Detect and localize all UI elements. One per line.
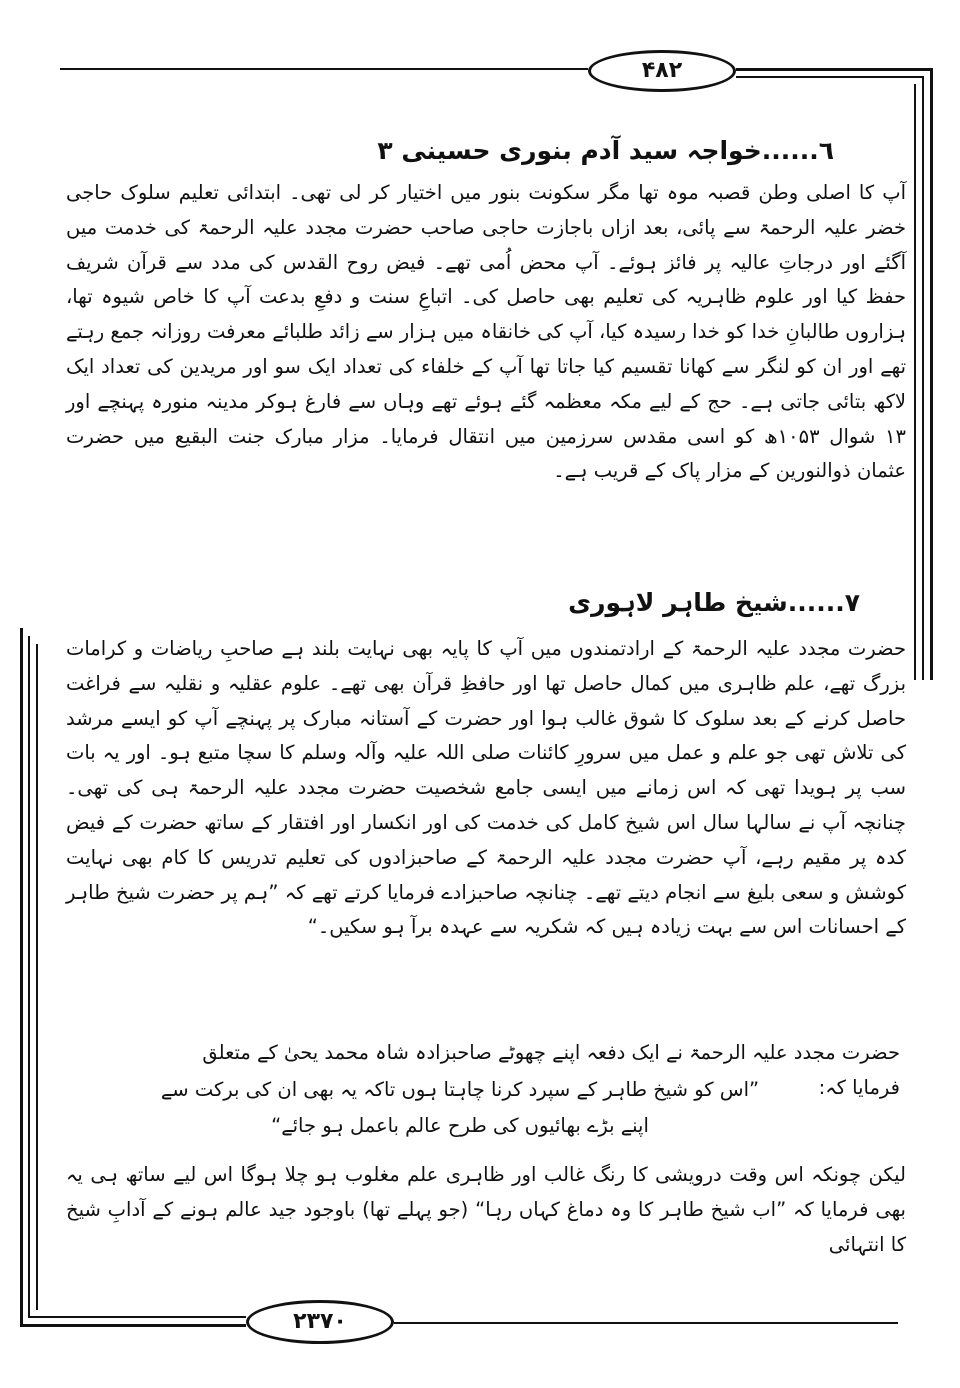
frame-line-top-outer (736, 68, 932, 71)
frame-line-right-outer (930, 68, 933, 680)
frame-line-left-inner (28, 636, 30, 1318)
frame-line-bottom-inner (28, 1316, 246, 1318)
section-7-heading: ۷......شیخ طاہر لاہوری (568, 588, 860, 617)
section-6-paragraph: آپ کا اصلی وطن قصبہ موہ تھا مگر سکونت بنور میں اختیار کر لی تھی۔ ابتدائی تعلیم سلوک حاجی خضر علیہ الرحمۃ سے پائی، بعد ازاں باجازت حاجی صاحب حضرت مجدد علیہ الرحمۃ کی خدمت میں آگئے اور درجاتِ عالیہ پر فائز ہوئے۔ آپ محض اُمی تھے۔ فیض روح القدس کی مدد سے قرآن شریف حفظ کیا اور علوم ظاہریہ کی تعلیم بھی حاصل کی۔ اتباعِ سنت و دفعِ بدعت آپ کا خاص شیوہ تھا، ہزاروں طالبانِ خدا کو خدا رسیدہ کیا، آپ کی خانقاہ میں ہزار سے زائد طلبائے معرفت روزانہ جمع رہتے تھے اور ان کو لنگر سے کھانا تقسیم کیا جاتا تھا آپ کے خلفاء کی تعداد ایک سو اور مریدین کی تعداد ایک لاکھ بتائی جاتی ہے۔ حج کے لیے مکہ معظمہ گئے ہوئے تھے وہاں سے فارغ ہوکر مدینہ منورہ پہنچے اور ۱۳ شوال ۱۰۵۳ھ کو اسی مقدس سرزمین میں انتقال فرمایا۔ مزار مبارک جنت البقیع میں حضرت عثمان ذوالنورین کے مزار پاک کے قریب ہے۔ (66, 181, 906, 483)
frame-line-right-3 (914, 84, 916, 680)
section-7-closing: لیکن چونکہ اس وقت درویشی کا رنگ غالب اور ظاہری علم مغلوب ہو چلا ہوگا اس لیے ساتھ ہی یہ بھی فرمایا کہ ”اب شیخ طاہر کا وہ دماغ کہاں رہا“ (جو پہلے تھا) باوجود جید عالم ہونے کے آدابِ شیخ کا انتہائی (66, 1163, 906, 1256)
page-number-top: ۴۸۲ (588, 50, 736, 92)
frame-line-bottom-right (394, 1322, 898, 1324)
frame-line-right-inner (922, 76, 924, 680)
quote-line-2: اپنے بڑے بھائیوں کی طرح عالم باعمل ہو جائے“ (271, 1114, 649, 1137)
frame-line-bottom-outer (20, 1324, 246, 1327)
frame-line-left-outer (20, 628, 23, 1326)
page-number-bottom: ۲۳۷۰ (246, 1300, 394, 1344)
frame-line-left-3 (36, 644, 38, 1310)
section-7-intro: حضرت مجدد علیہ الرحمۃ نے ایک دفعہ اپنے چھوٹے صاحبزادہ شاہ محمد یحیٰ کے متعلق فرمایا کہ: (202, 1041, 900, 1099)
frame-line-top-left (60, 68, 588, 70)
quote-line-1: ”اس کو شیخ طاہر کے سپرد کرنا چاہتا ہوں تاکہ یہ بھی ان کی برکت سے (160, 1078, 760, 1101)
section-7-paragraph: حضرت مجدد علیہ الرحمۃ کے ارادتمندوں میں آپ کا پایہ بھی نہایت بلند ہے صاحبِ ریاضات و کرامات بزرگ تھے، علم ظاہری میں کمال حاصل تھا اور حافظِ قرآن بھی تھے۔ علوم عقلیہ و نقلیہ سے فراغت حاصل کرنے کے بعد سلوک کا شوق غالب ہوا اور حضرت کے آستانہ مبارک پر پہنچے آپ کو ایسے مرشد کی تلاش تھی جو علم و عمل میں سرورِ کائنات صلی اللہ علیہ وآلہ وسلم کا سچا متبع ہو۔ اور یہ بات سب پر ہویدا تھی کہ اس زمانے میں ایسی جامع شخصیت حضرت مجدد علیہ الرحمۃ ہی کی تھی۔ چنانچہ آپ نے سالہا سال اس شیخ کامل کی خدمت کی اور انکسار اور افتقار کے ساتھ حضرت کے فیض کدہ پر مقیم رہے، آپ حضرت مجدد علیہ الرحمۃ کے صاحبزادوں کی تعلیم تدریس کا کام بھی نہایت کوشش و سعی بلیغ سے انجام دیتے تھے۔ چنانچہ صاحبزادے فرمایا کرتے تھے کہ ”ہم پر حضرت شیخ طاہر کے احسانات اس سے بہت زیادہ ہیں کہ شکریہ سے عہدہ برآ ہو سکیں۔“ (66, 637, 906, 939)
frame-line-top-inner (736, 76, 924, 78)
section-6-heading: ٦......خواجہ سید آدم بنوری حسینی ۳ (377, 136, 834, 165)
